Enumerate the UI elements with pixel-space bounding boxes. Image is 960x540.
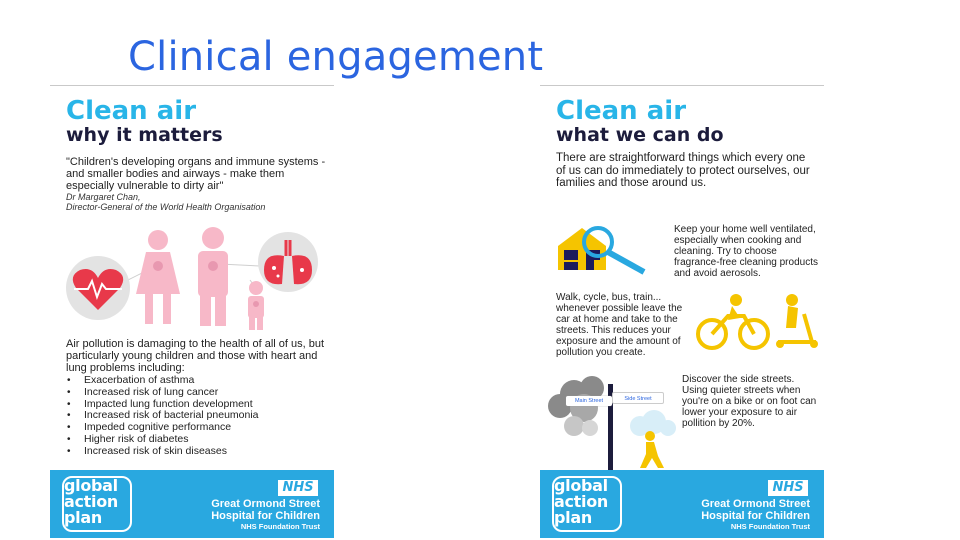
global-action-plan-logo: global action plan xyxy=(554,476,608,527)
poster-title: Clean air xyxy=(66,96,197,126)
poster-what-we-can-do xyxy=(540,85,824,538)
intro-text: There are straightforward things which every one of us can do immediately to protect ourselves, our families and those around us. xyxy=(556,152,810,189)
poster-footer xyxy=(540,470,824,538)
house-magnifier-icon xyxy=(554,224,664,284)
poster-subtitle: why it matters xyxy=(66,124,223,146)
gosh-trust: NHS Foundation Trust xyxy=(240,522,320,531)
walker-icon xyxy=(640,431,664,468)
side-streets-tip: Discover the side streets. Using quieter streets when you're on a bike or on foot can lower your exposure to air pollition by 20%. xyxy=(682,374,817,429)
family-health-illustration xyxy=(50,226,334,332)
list-item: • Higher risk of diabetes xyxy=(66,434,328,446)
gosh-name: Great Ormond Street Hospital for Children xyxy=(211,498,320,522)
sign-main-street: Main Street xyxy=(566,396,612,406)
gosh-trust: NHS Foundation Trust xyxy=(730,522,810,531)
mother-icon xyxy=(136,230,180,324)
who-quote: "Children's developing organs and immune systems - and smaller bodies and airways - make them especially vulnerable to dirty air" xyxy=(66,156,326,192)
father-icon xyxy=(198,227,228,326)
list-item: • Increased risk of bacterial pneumonia xyxy=(66,410,328,422)
nhs-logo: NHS xyxy=(278,480,318,496)
lungs-icon xyxy=(258,232,318,292)
poster-subtitle: what we can do xyxy=(556,124,724,146)
quote-author: Dr Margaret Chan, xyxy=(66,192,141,202)
pollution-cloud-icon xyxy=(548,376,604,436)
street-sign-illustration xyxy=(544,370,680,472)
poster-footer xyxy=(50,470,334,538)
poster-title: Clean air xyxy=(556,96,687,126)
list-item: • Increased risk of skin diseases xyxy=(66,446,328,458)
ventilation-tip: Keep your home well ventilated, especially when cooking and cleaning. Try to choose fragrance-free cleaning products and avoid aerosols. xyxy=(674,224,818,279)
health-risks-list xyxy=(66,375,328,458)
list-item: • Impeded cognitive performance xyxy=(66,422,328,434)
list-item: • Impacted lung function development xyxy=(66,399,328,411)
list-item: • Increased risk of lung cancer xyxy=(66,387,328,399)
slide-title: Clinical engagement xyxy=(128,34,544,80)
global-action-plan-logo: global action plan xyxy=(64,476,118,527)
list-item: • Exacerbation of asthma xyxy=(66,375,328,387)
poster-why-it-matters xyxy=(50,85,334,538)
nhs-logo: NHS xyxy=(768,480,808,496)
gosh-name: Great Ormond Street Hospital for Children xyxy=(701,498,810,522)
quote-organisation: Director-General of the World Health Organisation xyxy=(66,202,266,212)
heart-icon xyxy=(66,256,130,320)
cyclist-icon xyxy=(692,290,822,354)
child-icon xyxy=(248,281,264,330)
travel-tip: Walk, cycle, bus, train... whenever possible leave the car at home and take to the streets. This reduces your exposure and the amount of pollution you create. xyxy=(556,292,683,358)
pollution-intro-text: Air pollution is damaging to the health of all of us, but particularly young children and those with heart and lung problems including: xyxy=(66,338,325,374)
sign-side-street: Side Street xyxy=(612,392,664,404)
